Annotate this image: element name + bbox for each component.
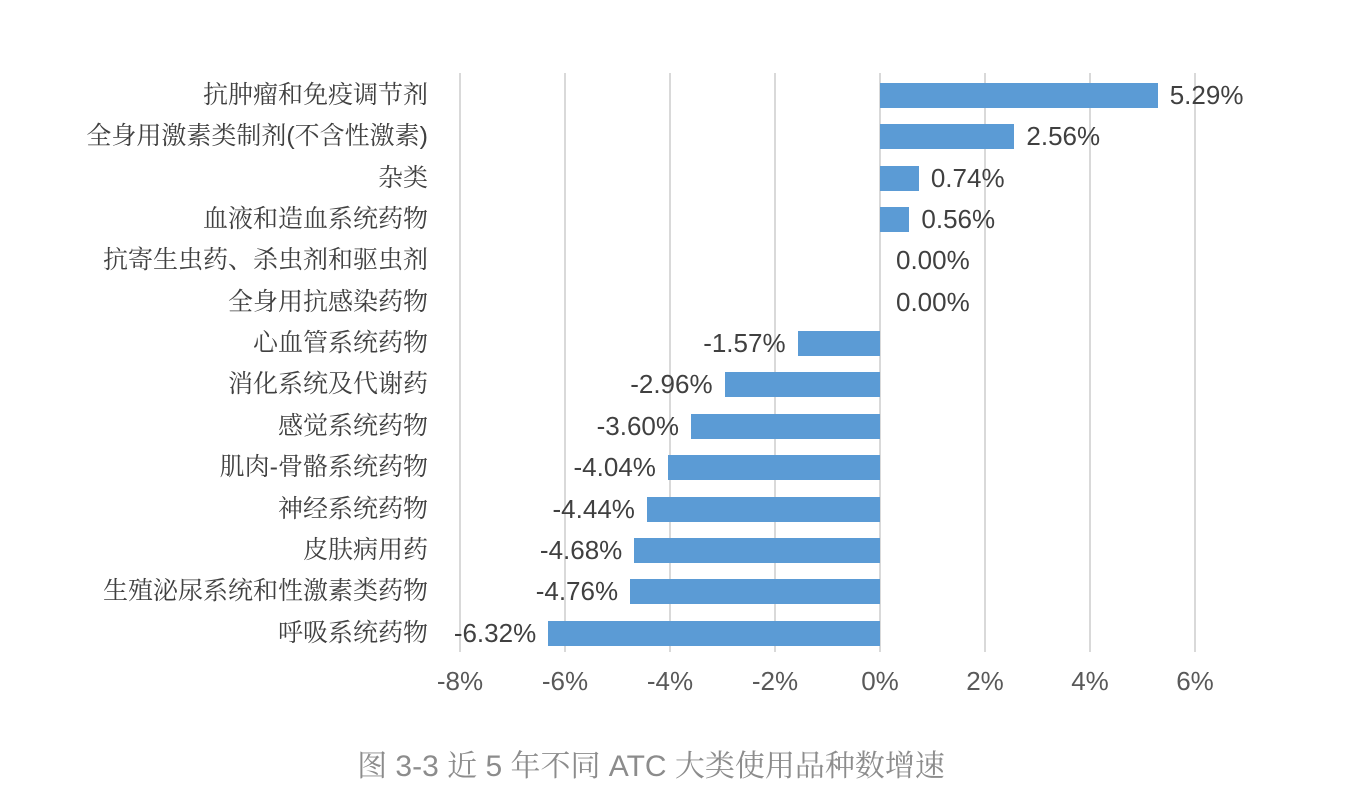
category-label: 抗寄生虫药、杀虫剂和驱虫剂 xyxy=(102,246,428,275)
bar xyxy=(548,621,880,646)
x-tick-label: 4% xyxy=(1071,666,1109,696)
gridline xyxy=(459,73,461,652)
value-label: 0.74% xyxy=(930,162,1005,193)
value-label: -6.32% xyxy=(453,617,537,648)
category-label: 肌肉-骨骼系统药物 xyxy=(219,453,428,482)
gridline xyxy=(774,73,776,652)
gridline xyxy=(984,73,986,652)
category-label: 抗肿瘤和免疫调节剂 xyxy=(202,81,428,109)
bar xyxy=(798,331,880,356)
value-label: -2.96% xyxy=(630,369,713,400)
value-label: -4.44% xyxy=(552,493,635,524)
category-label: 全身用激素类制剂(不含性激素) xyxy=(86,122,428,151)
gridline xyxy=(1089,73,1091,652)
x-tick-label: -4% xyxy=(646,666,694,696)
gridline xyxy=(879,73,881,652)
gridline xyxy=(1194,73,1196,652)
bar xyxy=(668,455,880,480)
value-label: -4.04% xyxy=(573,452,656,483)
category-label: 全身用抗感染药物 xyxy=(227,287,428,316)
category-label: 杂类 xyxy=(377,163,428,192)
bar xyxy=(880,207,909,232)
value-label: -4.68% xyxy=(539,534,623,565)
category-label: 神经系统药物 xyxy=(277,494,428,523)
category-label: 生殖泌尿系统和性激素类药物 xyxy=(102,577,428,606)
bar xyxy=(630,579,880,604)
x-tick-label: 2% xyxy=(966,666,1004,696)
gridline xyxy=(669,73,671,652)
category-label: 呼吸系统药物 xyxy=(277,618,428,647)
bar xyxy=(725,372,880,397)
chart-title: 图 3-3 近 5 年不同 ATC 大类使用品种数增速 xyxy=(357,750,945,783)
x-tick-label: -8% xyxy=(436,666,484,696)
category-label: 血液和造血系统药物 xyxy=(202,205,428,234)
value-label: -3.60% xyxy=(596,410,679,441)
x-tick-label: -2% xyxy=(751,666,799,696)
value-label: 5.29% xyxy=(1169,80,1244,110)
value-label: 0.00% xyxy=(896,286,970,317)
bar xyxy=(634,538,880,563)
value-label: -1.57% xyxy=(703,328,786,359)
bar xyxy=(880,124,1014,149)
value-label: 0.00% xyxy=(896,245,970,276)
bar xyxy=(647,497,880,522)
x-tick-label: 6% xyxy=(1176,666,1214,696)
value-label: 0.56% xyxy=(921,204,996,235)
value-label: 2.56% xyxy=(1026,121,1101,152)
value-label: -4.76% xyxy=(535,576,619,607)
x-tick-label: 0% xyxy=(861,666,899,696)
bar xyxy=(880,83,1158,108)
bar xyxy=(691,414,880,439)
category-label: 消化系统及代谢药 xyxy=(227,370,428,399)
category-label: 心血管系统药物 xyxy=(252,329,428,358)
bar xyxy=(880,166,919,191)
category-label: 皮肤病用药 xyxy=(302,535,428,564)
category-label: 感觉系统药物 xyxy=(277,411,428,440)
x-tick-label: -6% xyxy=(541,666,589,696)
